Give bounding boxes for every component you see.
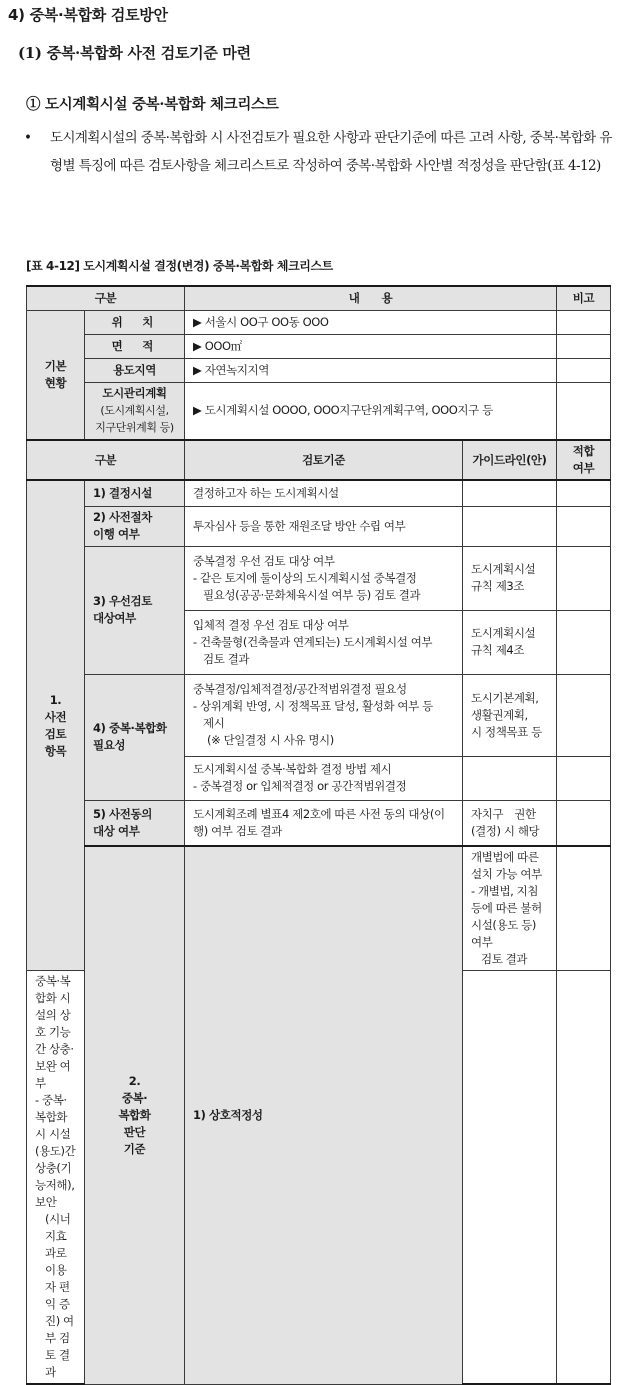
heading-checklist: ① 도시계획시설 중복·복합화 체크리스트 (26, 96, 279, 113)
criteria-line: 입체적 결정 우선 검토 대상 여부 (193, 617, 349, 632)
guideline-cell: 도시계획시설 규칙 제4조 (463, 610, 557, 674)
criteria-line: 검토 결과 (203, 651, 250, 666)
bullet-text: 도시계획시설의 중복·복합화 시 사전검토가 필요한 사항과 판단기준에 따른 고려 사항, 중복·복합화 유형별 특징에 따른 검토사항을 체크리스트로 작성하여 중복·복합화 사안별 적정성을 판단함(표 4-12) (50, 130, 612, 174)
criteria-line: 중복·복합화 시설의 상호 기능 간 상충·보완 여부 (35, 974, 74, 1090)
item-name: 3) 우선검토 대상여부 (85, 546, 185, 674)
header-row-2 (27, 440, 611, 480)
criteria-line: 개별법에 따른 설치 가능 여부 (471, 850, 542, 881)
item-name: 5) 사전동의 대상 여부 (85, 800, 185, 846)
basic-key: 면 적 (85, 334, 185, 358)
basic-note-cell (557, 310, 611, 334)
criteria-line: (시너지효과로 이용자 편익 증진) 여부 검토 결과 (45, 1212, 74, 1379)
basic-note-cell (557, 334, 611, 358)
header2-guideline: 가이드라인(안) (463, 440, 557, 480)
bullet-paragraph (24, 124, 616, 180)
table-row (27, 800, 611, 846)
table-row (27, 674, 611, 756)
section1-label: 1. 사전 검토 항목 (27, 480, 85, 971)
criteria-line: - 상위계획 반영, 시 정책목표 달성, 활성화 여부 등 (193, 699, 433, 713)
criteria-line: (※ 단일결정 시 사유 명시) (207, 733, 334, 747)
criteria-line: - 중복결정 or 입체적결정 or 공간적범위결정 (193, 779, 407, 793)
criteria-line: 검토 결과 (481, 952, 528, 966)
item-name: 1) 상호적정성 (185, 846, 463, 1384)
fit-cell (557, 506, 611, 546)
fit-cell (557, 546, 611, 610)
guideline-cell: 도시기본계획, 생활권계획, 시 정책목표 등 (463, 674, 557, 756)
checklist-table (26, 285, 611, 1385)
fit-cell (557, 800, 611, 846)
guideline-cell (463, 756, 557, 800)
header-row-1 (27, 286, 611, 310)
basic-key: 도시관리계획 (102, 386, 167, 401)
header2-fit: 적합 여부 (557, 440, 611, 480)
fit-cell (557, 674, 611, 756)
criteria-cell (185, 610, 463, 674)
criteria-line: - 같은 토지에 둘이상의 도시계획시설 중복결정 (193, 570, 417, 585)
guideline-cell (557, 846, 611, 971)
guideline-cell: 도시계획시설 규칙 제3조 (463, 546, 557, 610)
criteria-line: - 개별법, 지침 등에 따른 불허시설(용도 등) 여부 (471, 884, 542, 949)
basic-key-sub: (도시계획시설, 지구단위계획 등) (95, 404, 174, 435)
heading-section-4: 4) 중복·복합화 검토방안 (8, 6, 168, 24)
table-row (27, 506, 611, 546)
header-note: 비고 (557, 286, 611, 310)
criteria-cell (463, 846, 557, 971)
criteria-line: 투자심사 등을 통한 재원조달 방안 수립 여부 (193, 518, 406, 533)
criteria-line: 도시계획시설 중복·복합화 결정 방법 제시 (193, 762, 392, 776)
section2-label: 2. 중복· 복합화 판단 기준 (85, 846, 185, 1384)
basic-key: 용도지역 (85, 358, 185, 382)
criteria-cell (185, 506, 463, 546)
criteria-line: 필요성(공공·문화체육시설 여부 등) 검토 결과 (203, 587, 421, 602)
criteria-cell (185, 546, 463, 610)
basic-note-cell (557, 382, 611, 440)
guideline-cell (463, 506, 557, 546)
criteria-line: 도시계획조례 별표4 제2호에 따른 사전 동의 대상(이 (193, 806, 445, 821)
criteria-line: 결정하고자 하는 도시계획시설 (193, 485, 339, 500)
table-row (27, 546, 611, 610)
criteria-line: 행) 여부 검토 결과 (193, 823, 282, 838)
criteria-cell (185, 800, 463, 846)
header2-gubun: 구분 (27, 440, 185, 480)
basic-note-cell (557, 358, 611, 382)
basic-value: ▶ OOO㎡ (185, 334, 557, 358)
criteria-cell (185, 480, 463, 506)
table-row (27, 358, 611, 382)
header-gubun: 구분 (27, 286, 185, 310)
fit-cell (557, 610, 611, 674)
guideline-cell (463, 971, 557, 1385)
basic-key: 위 치 (85, 310, 185, 334)
table-row (27, 334, 611, 358)
table-row (27, 846, 611, 971)
bullet-symbol: • (24, 130, 32, 146)
criteria-cell (185, 674, 463, 756)
basic-label: 기본 현황 (27, 310, 85, 440)
header-content: 내 용 (185, 286, 557, 310)
fit-cell (557, 480, 611, 506)
guideline-cell: 자치구 권한 (결정) 시 해당 (463, 800, 557, 846)
fit-cell (557, 971, 611, 1385)
criteria-line: 제시 (203, 716, 225, 730)
item-name: 4) 중복·복합화 필요성 (85, 674, 185, 800)
basic-value: ▶ 서울시 OO구 OO동 OOO (185, 310, 557, 334)
criteria-cell (27, 971, 85, 1385)
table-row (27, 310, 611, 334)
basic-value: ▶ 자연녹지지역 (185, 358, 557, 382)
criteria-cell (185, 756, 463, 800)
item-name: 1) 결정시설 (85, 480, 185, 506)
fit-cell (557, 756, 611, 800)
item-name: 2) 사전절차 이행 여부 (85, 506, 185, 546)
guideline-cell (463, 480, 557, 506)
criteria-line: 중복결정 우선 검토 대상 여부 (193, 553, 335, 568)
header2-criteria: 검토기준 (185, 440, 463, 480)
table-row (27, 382, 611, 440)
criteria-line: - 중복·복합화 시 시설(용도)간 상충(기능저해), 보안 (35, 1093, 76, 1209)
table-caption: [표 4-12] 도시계획시설 결정(변경) 중복·복합화 체크리스트 (26, 259, 333, 273)
criteria-line: - 건축물형(건축물과 연계되는) 도시계획시설 여부 (193, 634, 433, 649)
basic-value: ▶ 도시계획시설 OOOO, OOO지구단위계획구역, OOO지구 등 (185, 382, 557, 440)
heading-subsection-1: (1) 중복·복합화 사전 검토기준 마련 (18, 44, 251, 62)
table-row (27, 480, 611, 506)
criteria-line: 중복결정/입체적결정/공간적범위결정 필요성 (193, 682, 407, 696)
